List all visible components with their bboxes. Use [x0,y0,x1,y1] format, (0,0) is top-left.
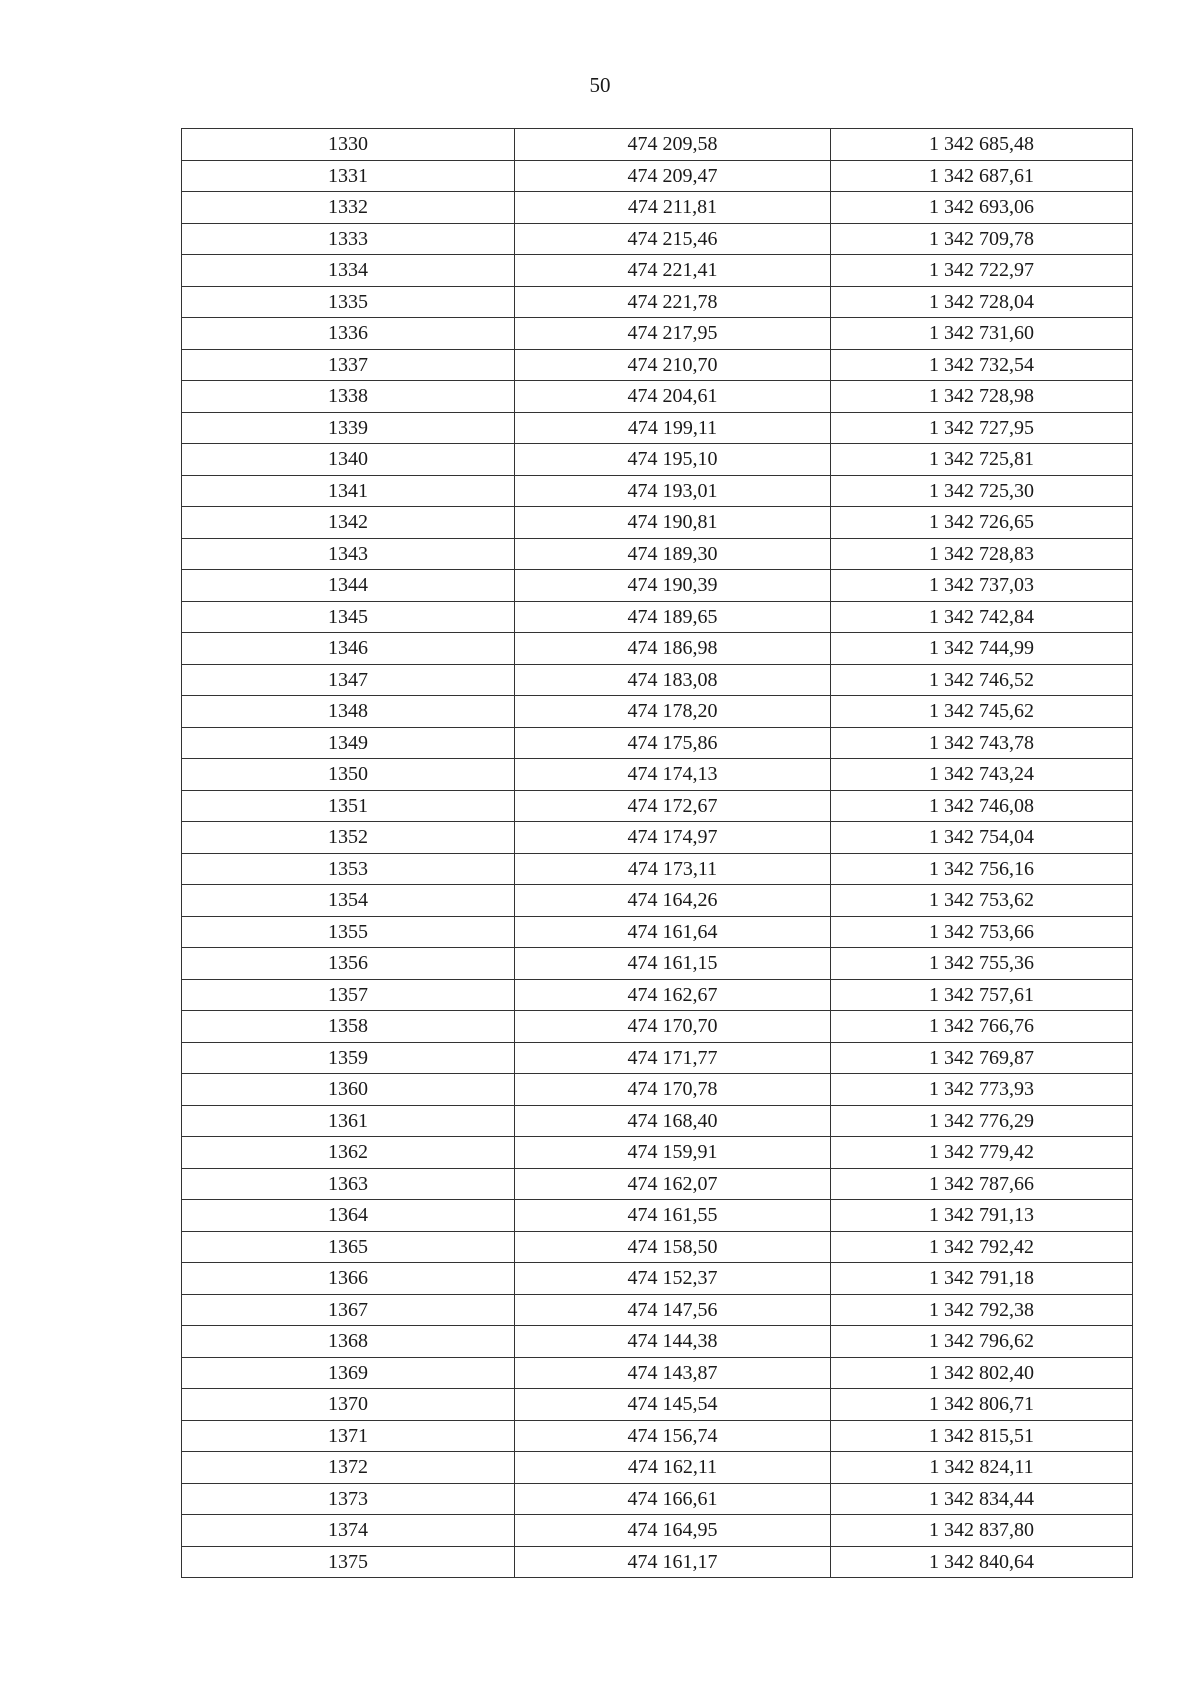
point-number-cell: 1355 [182,916,515,948]
x-coordinate-cell: 474 189,30 [515,538,831,570]
table-row [182,696,1133,728]
y-coordinate-cell: 1 342 840,64 [831,1546,1133,1578]
y-coordinate-cell: 1 342 728,83 [831,538,1133,570]
table-row [182,948,1133,980]
x-coordinate-cell: 474 152,37 [515,1263,831,1295]
point-number-cell: 1333 [182,223,515,255]
point-number-cell: 1352 [182,822,515,854]
table-row [182,790,1133,822]
table-row [182,1137,1133,1169]
x-coordinate-cell: 474 172,67 [515,790,831,822]
y-coordinate-cell: 1 342 726,65 [831,507,1133,539]
table-row [182,129,1133,161]
x-coordinate-cell: 474 162,67 [515,979,831,1011]
x-coordinate-cell: 474 210,70 [515,349,831,381]
y-coordinate-cell: 1 342 685,48 [831,129,1133,161]
table-row [182,1042,1133,1074]
x-coordinate-cell: 474 183,08 [515,664,831,696]
table-row [182,160,1133,192]
point-number-cell: 1362 [182,1137,515,1169]
y-coordinate-cell: 1 342 746,52 [831,664,1133,696]
x-coordinate-cell: 474 190,81 [515,507,831,539]
y-coordinate-cell: 1 342 753,66 [831,916,1133,948]
x-coordinate-cell: 474 161,55 [515,1200,831,1232]
x-coordinate-cell: 474 221,78 [515,286,831,318]
x-coordinate-cell: 474 209,58 [515,129,831,161]
point-number-cell: 1343 [182,538,515,570]
y-coordinate-cell: 1 342 834,44 [831,1483,1133,1515]
table-row [182,381,1133,413]
point-number-cell: 1350 [182,759,515,791]
table-row [182,1168,1133,1200]
y-coordinate-cell: 1 342 787,66 [831,1168,1133,1200]
x-coordinate-cell: 474 199,11 [515,412,831,444]
x-coordinate-cell: 474 174,13 [515,759,831,791]
point-number-cell: 1334 [182,255,515,287]
x-coordinate-cell: 474 170,78 [515,1074,831,1106]
y-coordinate-cell: 1 342 709,78 [831,223,1133,255]
table-row [182,916,1133,948]
table-row [182,1263,1133,1295]
y-coordinate-cell: 1 342 693,06 [831,192,1133,224]
x-coordinate-cell: 474 221,41 [515,255,831,287]
table-row [182,853,1133,885]
y-coordinate-cell: 1 342 727,95 [831,412,1133,444]
y-coordinate-cell: 1 342 824,11 [831,1452,1133,1484]
y-coordinate-cell: 1 342 792,38 [831,1294,1133,1326]
y-coordinate-cell: 1 342 791,18 [831,1263,1133,1295]
point-number-cell: 1331 [182,160,515,192]
point-number-cell: 1332 [182,192,515,224]
point-number-cell: 1370 [182,1389,515,1421]
coordinates-table [181,128,1133,1578]
point-number-cell: 1374 [182,1515,515,1547]
y-coordinate-cell: 1 342 742,84 [831,601,1133,633]
y-coordinate-cell: 1 342 725,30 [831,475,1133,507]
point-number-cell: 1341 [182,475,515,507]
table-row [182,349,1133,381]
table-row [182,885,1133,917]
y-coordinate-cell: 1 342 754,04 [831,822,1133,854]
table-row [182,1483,1133,1515]
x-coordinate-cell: 474 174,97 [515,822,831,854]
y-coordinate-cell: 1 342 806,71 [831,1389,1133,1421]
x-coordinate-cell: 474 147,56 [515,1294,831,1326]
x-coordinate-cell: 474 175,86 [515,727,831,759]
point-number-cell: 1369 [182,1357,515,1389]
y-coordinate-cell: 1 342 766,76 [831,1011,1133,1043]
point-number-cell: 1351 [182,790,515,822]
x-coordinate-cell: 474 217,95 [515,318,831,350]
x-coordinate-cell: 474 211,81 [515,192,831,224]
table-row [182,1389,1133,1421]
point-number-cell: 1337 [182,349,515,381]
table-row [182,286,1133,318]
table-row [182,1200,1133,1232]
table-row [182,1357,1133,1389]
y-coordinate-cell: 1 342 792,42 [831,1231,1133,1263]
y-coordinate-cell: 1 342 773,93 [831,1074,1133,1106]
point-number-cell: 1363 [182,1168,515,1200]
y-coordinate-cell: 1 342 837,80 [831,1515,1133,1547]
x-coordinate-cell: 474 193,01 [515,475,831,507]
x-coordinate-cell: 474 173,11 [515,853,831,885]
x-coordinate-cell: 474 158,50 [515,1231,831,1263]
y-coordinate-cell: 1 342 687,61 [831,160,1133,192]
y-coordinate-cell: 1 342 756,16 [831,853,1133,885]
table-row [182,601,1133,633]
table-row [182,318,1133,350]
y-coordinate-cell: 1 342 757,61 [831,979,1133,1011]
table-row [182,759,1133,791]
table-row [182,507,1133,539]
point-number-cell: 1349 [182,727,515,759]
x-coordinate-cell: 474 161,64 [515,916,831,948]
point-number-cell: 1367 [182,1294,515,1326]
y-coordinate-cell: 1 342 743,78 [831,727,1133,759]
table-row [182,192,1133,224]
y-coordinate-cell: 1 342 802,40 [831,1357,1133,1389]
point-number-cell: 1356 [182,948,515,980]
page-number: 50 [589,73,611,97]
point-number-cell: 1373 [182,1483,515,1515]
table-row [182,1546,1133,1578]
point-number-cell: 1357 [182,979,515,1011]
y-coordinate-cell: 1 342 722,97 [831,255,1133,287]
table-row [182,1452,1133,1484]
x-coordinate-cell: 474 161,17 [515,1546,831,1578]
x-coordinate-cell: 474 215,46 [515,223,831,255]
x-coordinate-cell: 474 144,38 [515,1326,831,1358]
point-number-cell: 1346 [182,633,515,665]
point-number-cell: 1338 [182,381,515,413]
y-coordinate-cell: 1 342 725,81 [831,444,1133,476]
x-coordinate-cell: 474 162,11 [515,1452,831,1484]
point-number-cell: 1366 [182,1263,515,1295]
x-coordinate-cell: 474 204,61 [515,381,831,413]
table-row [182,538,1133,570]
point-number-cell: 1359 [182,1042,515,1074]
table-row [182,1326,1133,1358]
y-coordinate-cell: 1 342 746,08 [831,790,1133,822]
y-coordinate-cell: 1 342 753,62 [831,885,1133,917]
y-coordinate-cell: 1 342 732,54 [831,349,1133,381]
point-number-cell: 1364 [182,1200,515,1232]
point-number-cell: 1375 [182,1546,515,1578]
x-coordinate-cell: 474 161,15 [515,948,831,980]
point-number-cell: 1368 [182,1326,515,1358]
table-row [182,822,1133,854]
y-coordinate-cell: 1 342 731,60 [831,318,1133,350]
x-coordinate-cell: 474 145,54 [515,1389,831,1421]
y-coordinate-cell: 1 342 728,98 [831,381,1133,413]
table-row [182,475,1133,507]
table-row [182,1231,1133,1263]
table-row [182,1420,1133,1452]
y-coordinate-cell: 1 342 728,04 [831,286,1133,318]
x-coordinate-cell: 474 195,10 [515,444,831,476]
table-row [182,412,1133,444]
point-number-cell: 1335 [182,286,515,318]
x-coordinate-cell: 474 170,70 [515,1011,831,1043]
y-coordinate-cell: 1 342 796,62 [831,1326,1133,1358]
y-coordinate-cell: 1 342 743,24 [831,759,1133,791]
x-coordinate-cell: 474 143,87 [515,1357,831,1389]
x-coordinate-cell: 474 178,20 [515,696,831,728]
x-coordinate-cell: 474 186,98 [515,633,831,665]
table-row [182,1011,1133,1043]
y-coordinate-cell: 1 342 755,36 [831,948,1133,980]
point-number-cell: 1339 [182,412,515,444]
y-coordinate-cell: 1 342 776,29 [831,1105,1133,1137]
point-number-cell: 1330 [182,129,515,161]
table-row [182,664,1133,696]
y-coordinate-cell: 1 342 745,62 [831,696,1133,728]
point-number-cell: 1360 [182,1074,515,1106]
x-coordinate-cell: 474 156,74 [515,1420,831,1452]
point-number-cell: 1336 [182,318,515,350]
x-coordinate-cell: 474 171,77 [515,1042,831,1074]
y-coordinate-cell: 1 342 737,03 [831,570,1133,602]
x-coordinate-cell: 474 164,26 [515,885,831,917]
table-row [182,1105,1133,1137]
point-number-cell: 1348 [182,696,515,728]
x-coordinate-cell: 474 159,91 [515,1137,831,1169]
table-row [182,444,1133,476]
point-number-cell: 1344 [182,570,515,602]
y-coordinate-cell: 1 342 769,87 [831,1042,1133,1074]
point-number-cell: 1345 [182,601,515,633]
x-coordinate-cell: 474 168,40 [515,1105,831,1137]
point-number-cell: 1354 [182,885,515,917]
point-number-cell: 1371 [182,1420,515,1452]
point-number-cell: 1340 [182,444,515,476]
table-row [182,1074,1133,1106]
table-row [182,1515,1133,1547]
x-coordinate-cell: 474 209,47 [515,160,831,192]
x-coordinate-cell: 474 162,07 [515,1168,831,1200]
x-coordinate-cell: 474 189,65 [515,601,831,633]
y-coordinate-cell: 1 342 791,13 [831,1200,1133,1232]
coordinates-table-body [182,129,1133,1578]
point-number-cell: 1361 [182,1105,515,1137]
table-row [182,223,1133,255]
point-number-cell: 1353 [182,853,515,885]
table-row [182,979,1133,1011]
table-row [182,1294,1133,1326]
table-row [182,727,1133,759]
point-number-cell: 1358 [182,1011,515,1043]
y-coordinate-cell: 1 342 779,42 [831,1137,1133,1169]
y-coordinate-cell: 1 342 815,51 [831,1420,1133,1452]
point-number-cell: 1372 [182,1452,515,1484]
x-coordinate-cell: 474 164,95 [515,1515,831,1547]
point-number-cell: 1365 [182,1231,515,1263]
x-coordinate-cell: 474 166,61 [515,1483,831,1515]
table-row [182,570,1133,602]
table-row [182,633,1133,665]
y-coordinate-cell: 1 342 744,99 [831,633,1133,665]
point-number-cell: 1342 [182,507,515,539]
point-number-cell: 1347 [182,664,515,696]
x-coordinate-cell: 474 190,39 [515,570,831,602]
table-row [182,255,1133,287]
